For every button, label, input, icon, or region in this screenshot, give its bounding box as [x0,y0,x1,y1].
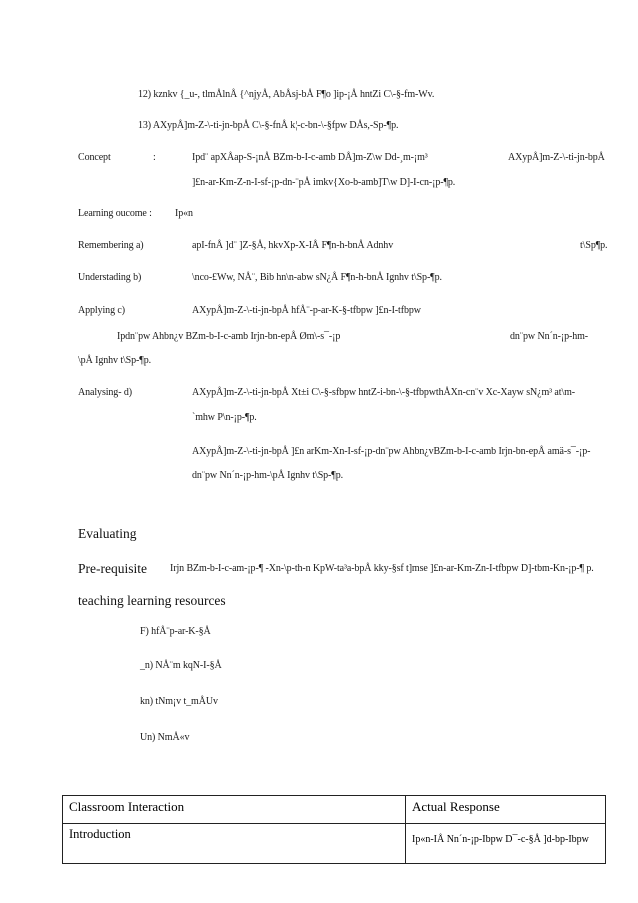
analysing-text-line3: AXypÅ]m-Z-\-ti-jn-bpÅ ]£n arKm-Xn-I-sf-¡p-dn¨pw Ahbn¿vBZm-b-I-c-amb Irjn-bn-epÅ amä-s¯-¡p- [192,446,591,457]
resource-item-n: _n) NÅ¨m kqN-I-§Å [140,660,222,671]
evaluating-heading: Evaluating [78,526,137,541]
table-header-actual-response: Actual Response [406,796,606,824]
concept-text-line1: Ipd¨ apXÅap-S-¡nÅ BZm-b-I-c-amb DÅ]m-Z\w Dd-¸m-¡m³ [192,152,428,163]
table-header-row [63,796,606,824]
table-cell-introduction-response: Ip«n-IÅ Nn´n-¡p-Ibpw D¯-c-§Å ]d-bp-Ibpw [406,824,606,864]
concept-text-line2: ]£n-ar-Km-Z-n-I-sf-¡p-dn-¨pÅ imkv{Xo-b-amb]T\w D]-I-cn-¡p-¶p. [192,177,456,188]
applying-text-line2-end: dn¨pw Nn´n-¡p-hm- [510,331,589,342]
list-item-12: 12) kznkv {_u-, tlmÅlnÅ {^njyÅ, AbÅsj-bÅ F¶o ]ip-¡Å hntZi C\-§-fm-Wv. [138,89,435,100]
prerequisite-label: Pre-requisite [78,561,147,576]
applying-text-line2: Ipdn¨pw Ahbn¿v BZm-b-I-c-amb Irjn-bn-epÅ Øm\-s¯-¡p [117,331,341,342]
remembering-label: Remembering a) [78,240,144,251]
remembering-text-end: t\Sp¶p. [580,240,608,251]
learning-outcome-value: Ip«n [175,208,193,219]
resource-item-k: kn) tNm¡v t_mÅUv [140,696,218,707]
list-item-13: 13) AXypÅ]m-Z-\-ti-jn-bpÅ C\-§-fnÅ k¦-c-bn-\-§fpw DÅs,-Sp-¶p. [138,120,399,131]
table-row [63,824,606,864]
remembering-text: apI-fnÅ ]d¨ ]Z-§Å, hkvXp-X-IÅ F¶n-h-bnÅ Adnhv [192,240,394,251]
applying-label: Applying c) [78,305,125,316]
applying-text-line3: \pÅ Ignhv t\Sp-¶p. [78,355,152,366]
classroom-interaction-table [62,795,606,864]
table-cell-introduction: Introduction [63,824,406,864]
analysing-label: Analysing- d) [78,387,132,398]
analysing-text-line1: AXypÅ]m-Z-\-ti-jn-bpÅ Xt±i C\-§-sfbpw hntZ-i-bn-\-§-tfbpwthÅXn-cn¨v Xc-Xayw sN¿m³ at\m- [192,387,576,398]
applying-text-line1: AXypÅ]m-Z-\-ti-jn-bpÅ hfÅ¨-p-ar-K-§-tfbpw ]£n-I-tfbpw [192,305,421,316]
concept-text-line1-end: AXypÅ]m-Z-\-ti-jn-bpÅ [508,152,605,163]
learning-outcome-label: Learning oucome : [78,208,152,219]
resource-item-f: F) hfÅ¨p-ar-K-§Å [140,626,211,637]
analysing-text-line2: `mhw P\n-¡p-¶p. [192,412,257,423]
prerequisite-text: Irjn BZm-b-I-c-am-¡p-¶ -Xn-\p-th-n KpW-ta³a-bpÅ kky-§sf t]mse ]£n-ar-Km-Zn-I-tfbpw D]-tbm-Kn-¡p-¶ p. [170,563,594,574]
concept-colon: : [153,152,156,163]
analysing-text-line4: dn¨pw Nn´n-¡p-hm-\pÅ Ignhv t\Sp-¶p. [192,470,344,481]
understanding-label: Understading b) [78,272,142,283]
understanding-text: \nco-£Ww, NÅ¨, Bib hn\n-abw sN¿Å F¶n-h-bnÅ Ignhv t\Sp-¶p. [192,272,442,283]
concept-label: Concept [78,152,111,163]
resource-item-u: Un) NmÅ«v [140,732,190,743]
table-header-classroom-interaction: Classroom Interaction [63,796,406,824]
resources-heading: teaching learning resources [78,593,226,608]
